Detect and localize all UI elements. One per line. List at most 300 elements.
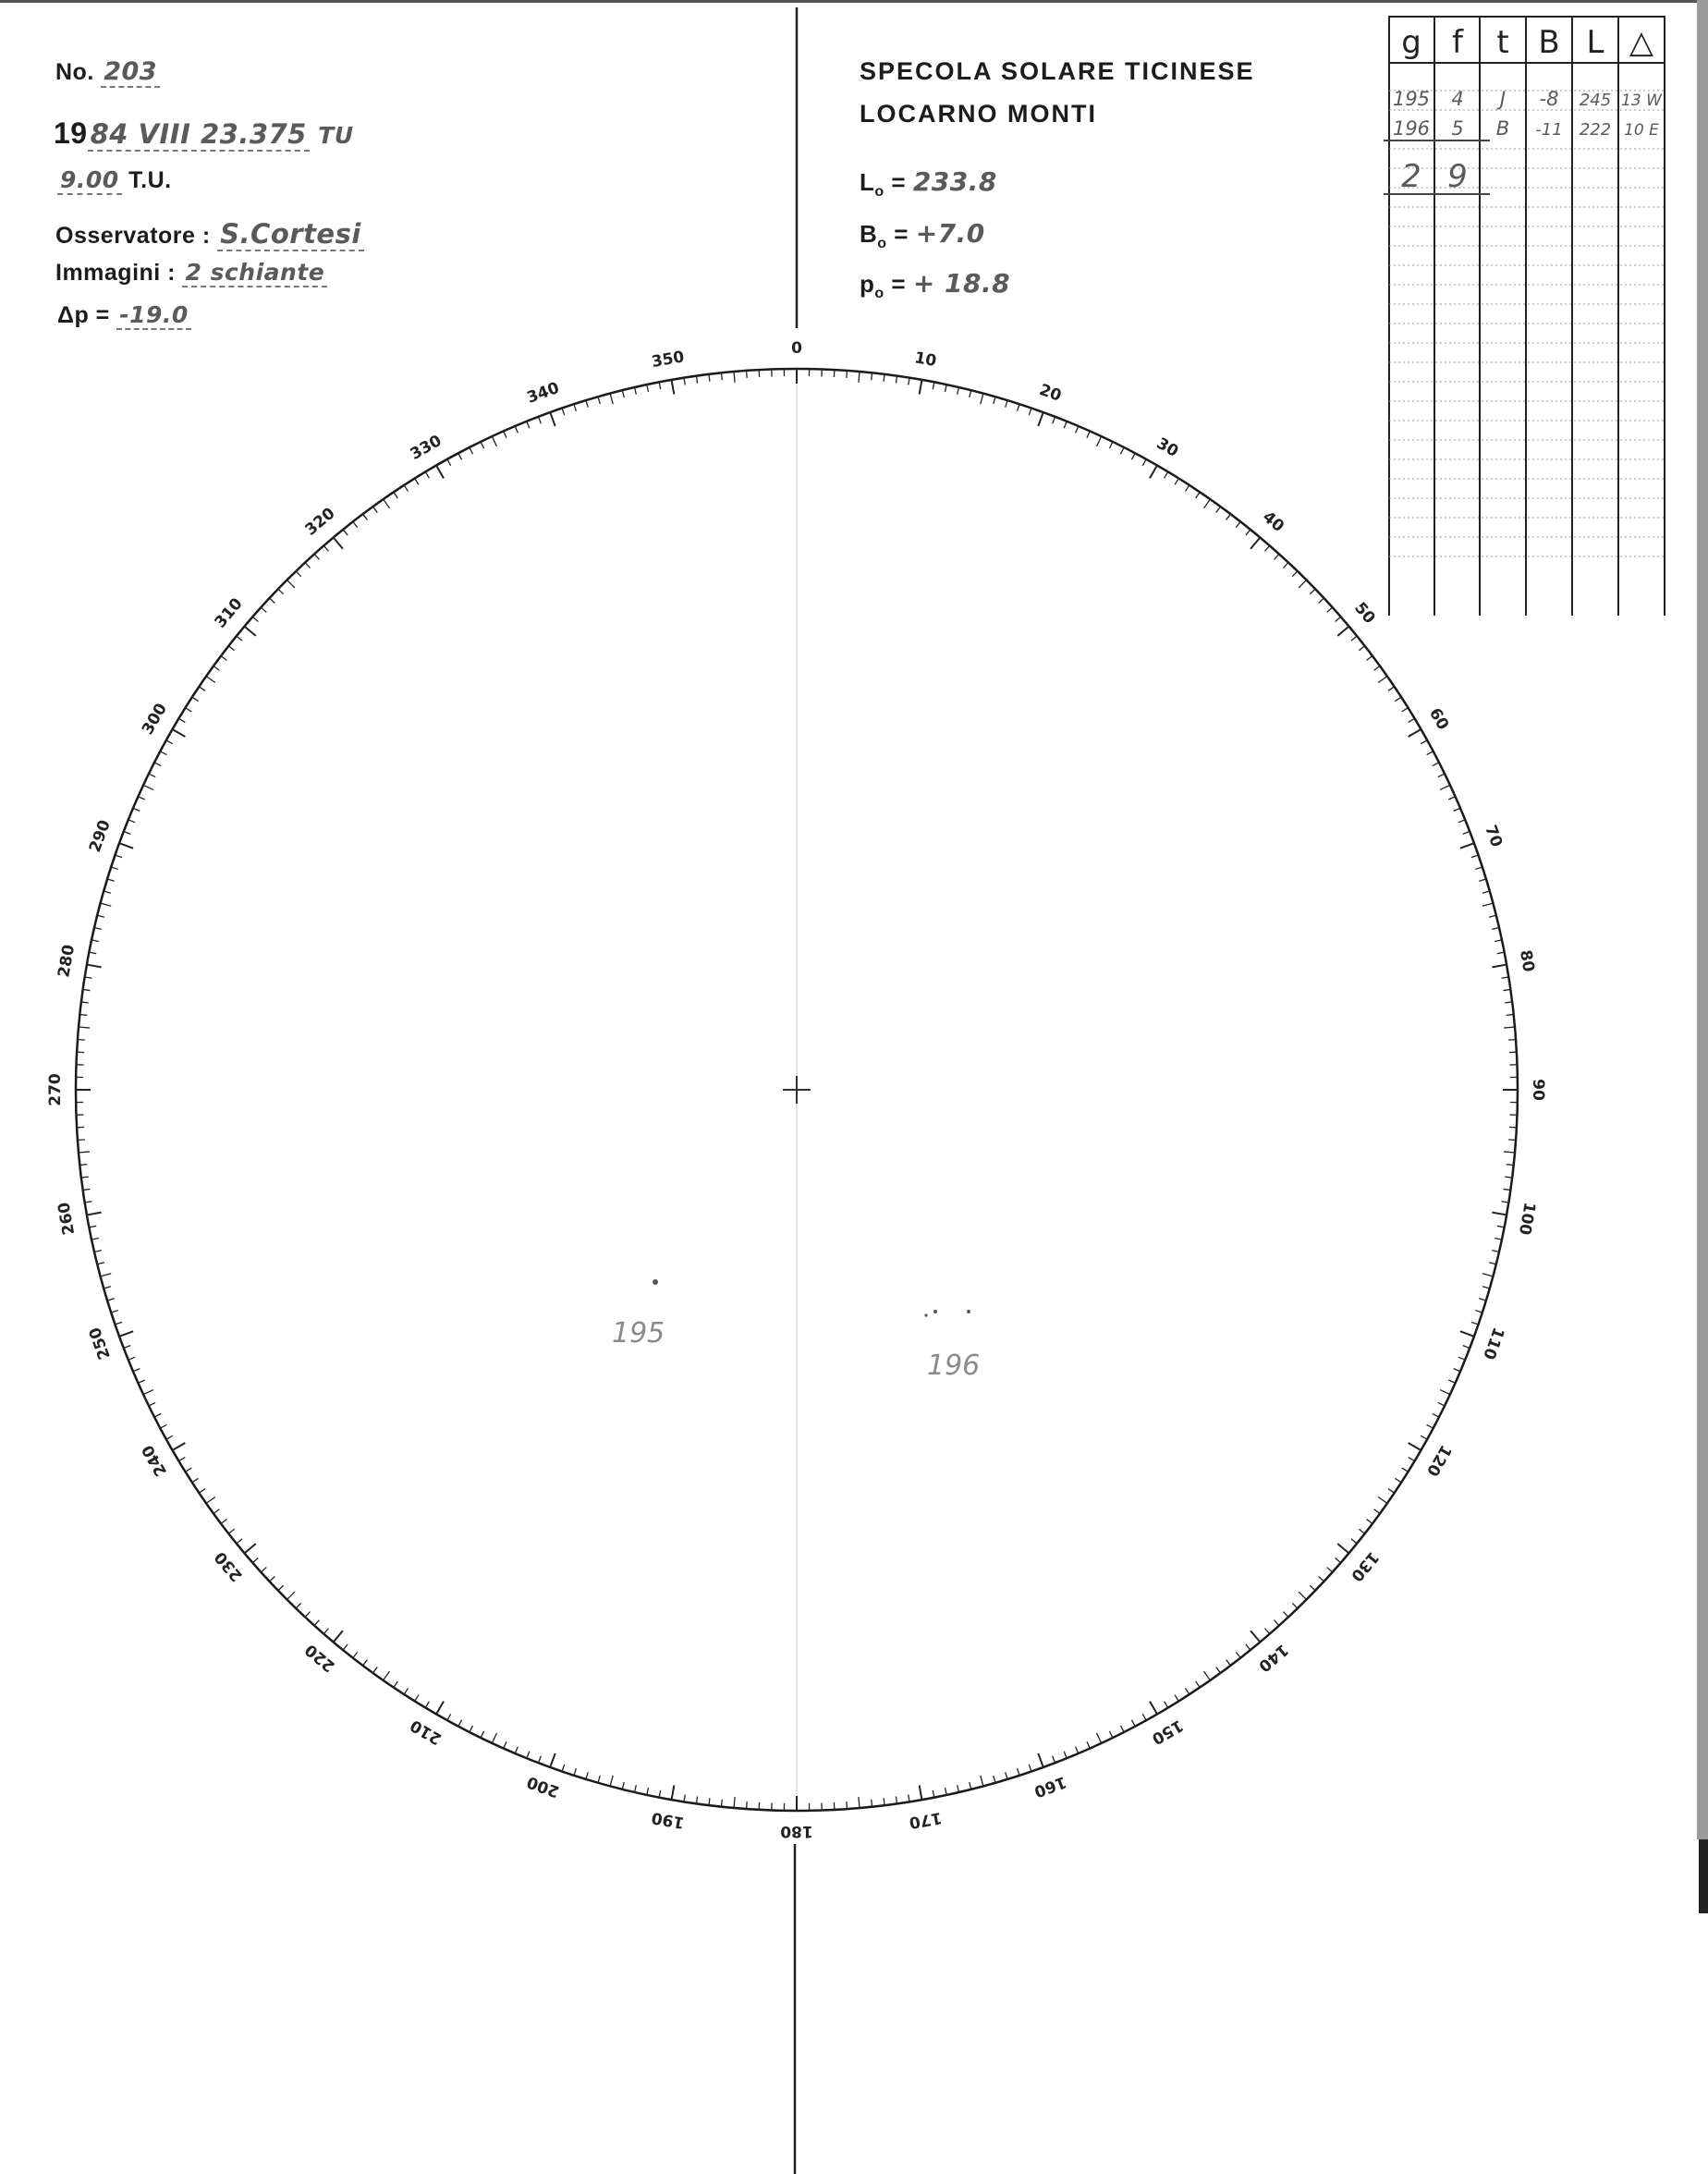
angle-tick: [314, 554, 319, 559]
table-cell: 195: [1392, 88, 1431, 110]
angle-tick: [334, 537, 343, 548]
angle-tick: [734, 1797, 735, 1808]
angle-tick: [1395, 697, 1401, 701]
angle-tick: [373, 507, 378, 512]
angle-label-280: 280: [55, 943, 79, 979]
angle-tick: [119, 1331, 133, 1336]
angle-label-350: 350: [650, 348, 686, 373]
table-cell: -11: [1535, 120, 1563, 140]
angle-tick: [896, 1796, 897, 1803]
angle-tick: [1246, 530, 1250, 535]
angle-tick: [1284, 563, 1288, 568]
angle-tick: [562, 1765, 565, 1772]
angle-tick: [1336, 617, 1341, 621]
angle-tick: [1507, 1014, 1514, 1015]
angle-tick: [492, 436, 496, 446]
angle-tick: [1246, 1644, 1250, 1650]
angle-tick: [1497, 1226, 1505, 1227]
table-header-t: t: [1496, 24, 1509, 61]
angle-tick: [81, 1002, 89, 1003]
angle-tick: [1336, 1557, 1341, 1562]
angle-tick: [647, 385, 649, 392]
table-cell: B: [1495, 117, 1510, 140]
angle-tick: [933, 1790, 934, 1798]
angle-tick: [1448, 797, 1455, 800]
angle-tick: [994, 397, 995, 404]
table-cell: 4: [1451, 88, 1464, 110]
angle-tick: [1087, 431, 1090, 437]
angle-tick: [104, 1287, 111, 1289]
angle-tick: [538, 417, 541, 423]
angle-tick: [1497, 952, 1505, 954]
angle-tick: [115, 855, 122, 858]
angle-tick: [221, 656, 226, 661]
angle-tick: [94, 928, 102, 930]
angle-tick: [550, 412, 555, 426]
angle-tick: [1226, 1660, 1231, 1666]
angle-tick: [574, 1768, 576, 1776]
angle-tick: [1165, 1702, 1168, 1708]
angle-tick: [425, 471, 429, 478]
angle-tick: [1409, 1458, 1415, 1461]
angle-tick: [296, 1603, 301, 1608]
angle-tick: [1299, 1592, 1306, 1599]
angle-tick: [334, 1630, 343, 1642]
angle-tick: [384, 1671, 390, 1680]
angle-tick: [1378, 1497, 1387, 1504]
angle-tick: [574, 404, 576, 411]
angle-label-240: 240: [138, 1441, 171, 1480]
observer-value: S.Cortesi: [217, 218, 364, 251]
angle-tick: [946, 385, 947, 392]
angle-tick: [1310, 1585, 1315, 1591]
angle-tick: [1275, 1620, 1279, 1626]
angle-tick: [404, 485, 408, 492]
angle-label-170: 170: [908, 1807, 944, 1832]
angle-tick: [425, 1702, 429, 1708]
angle-tick: [696, 1796, 697, 1803]
angle-tick: [470, 1726, 473, 1732]
angle-tick: [178, 718, 185, 722]
angle-label-330: 330: [407, 431, 445, 464]
angle-label-290: 290: [85, 817, 115, 855]
angle-tick: [252, 617, 258, 621]
angle-tick: [192, 1478, 199, 1482]
angle-tick: [1038, 412, 1043, 426]
angle-tick: [124, 1346, 130, 1349]
angle-tick: [481, 442, 484, 448]
angle-tick: [1165, 471, 1168, 478]
angle-label-90: 90: [1529, 1079, 1547, 1101]
angle-tick: [1460, 1331, 1474, 1336]
angle-tick: [115, 1322, 122, 1325]
angle-tick: [920, 380, 922, 395]
angle-tick: [199, 1489, 205, 1493]
angle-tick: [83, 989, 91, 990]
angle-tick: [1216, 507, 1221, 512]
angle-tick: [970, 1782, 971, 1789]
angle-tick: [1427, 1424, 1434, 1428]
date-value: 84 VIII 23.375: [88, 118, 310, 152]
angle-tick: [160, 1424, 166, 1428]
angle-tick: [133, 1369, 140, 1372]
angle-tick: [124, 831, 130, 834]
angle-tick: [1402, 1468, 1409, 1472]
angle-tick: [1327, 607, 1333, 612]
angle-tick: [1479, 879, 1486, 881]
table-total-g: 2: [1401, 158, 1421, 195]
angle-tick: [981, 394, 983, 405]
angle-tick: [1097, 436, 1102, 446]
angle-tick: [79, 1027, 90, 1028]
angle-tick: [89, 952, 96, 954]
angle-tick: [1351, 1539, 1357, 1544]
observer-label: Osservatore :: [55, 223, 211, 249]
spot-group-196: [924, 1310, 980, 1382]
L0-subscript: o: [874, 184, 884, 201]
angle-tick: [933, 382, 934, 389]
angle-tick: [1226, 514, 1231, 519]
angle-tick: [101, 1274, 112, 1276]
angle-tick: [1319, 1577, 1324, 1582]
time-unit: T.U.: [128, 167, 172, 193]
table-cell: J: [1499, 88, 1507, 110]
angle-tick: [1367, 656, 1372, 661]
angle-tick: [1142, 1714, 1146, 1720]
angle-tick: [981, 1776, 983, 1787]
angle-tick: [394, 492, 397, 498]
table-total-f: 9: [1447, 158, 1468, 195]
angle-tick: [278, 1585, 284, 1591]
angle-tick: [1479, 1299, 1486, 1301]
angle-tick: [747, 371, 748, 378]
angle-tick: [1438, 774, 1445, 777]
time-value: 9.00: [57, 166, 122, 195]
angle-tick: [504, 431, 506, 437]
angle-tick: [1292, 571, 1298, 577]
angle-tick: [458, 1720, 462, 1727]
angle-tick: [1109, 442, 1113, 448]
L0-label: L: [860, 168, 875, 196]
angle-tick: [1409, 1443, 1421, 1450]
angle-tick: [1109, 1731, 1113, 1738]
angle-tick: [1482, 1287, 1490, 1289]
angle-label-140: 140: [1254, 1640, 1292, 1676]
date-prefix: 19: [54, 116, 88, 150]
angle-tick: [1053, 1756, 1055, 1763]
angle-tick: [1374, 1509, 1380, 1514]
angle-label-20: 20: [1036, 380, 1064, 406]
angle-tick: [1076, 1747, 1079, 1753]
angle-tick: [1006, 400, 1007, 408]
angle-tick: [1264, 1629, 1269, 1634]
angle-tick: [1337, 1544, 1348, 1553]
angle-tick: [1351, 636, 1357, 641]
angle-tick: [1454, 1369, 1460, 1372]
angle-tick: [622, 390, 624, 397]
angle-tick: [1175, 479, 1178, 485]
angle-tick: [1029, 1765, 1031, 1772]
angle-tick: [296, 571, 301, 577]
delta-p-value: -19.0: [116, 301, 191, 330]
angle-tick: [1064, 1752, 1067, 1758]
angle-tick: [228, 1529, 234, 1533]
angle-tick: [1395, 1478, 1401, 1482]
angle-label-210: 210: [407, 1716, 445, 1749]
angle-tick: [214, 1509, 219, 1514]
angle-tick: [1402, 708, 1409, 712]
table-header-delta: △: [1629, 24, 1654, 61]
angle-label-150: 150: [1148, 1716, 1187, 1749]
angle-tick: [1327, 1568, 1333, 1572]
angle-tick: [647, 1788, 649, 1795]
angle-label-30: 30: [1153, 434, 1182, 462]
angle-tick: [79, 1165, 87, 1166]
angle-tick: [1504, 1152, 1515, 1153]
angle-tick: [87, 1213, 102, 1215]
angle-tick: [1454, 808, 1460, 811]
angle-tick: [436, 466, 444, 479]
angle-tick: [1150, 466, 1157, 479]
angle-tick: [1494, 940, 1502, 942]
angle-tick: [1204, 1671, 1211, 1680]
angle-tick: [1482, 891, 1490, 893]
spot-group-196-label: 196: [927, 1350, 981, 1382]
angle-tick: [166, 740, 173, 744]
angle-tick: [1507, 1165, 1514, 1166]
angle-label-70: 70: [1481, 823, 1507, 850]
angle-tick: [1250, 537, 1260, 548]
angle-tick: [1482, 903, 1494, 906]
angle-label-40: 40: [1259, 507, 1288, 536]
angle-tick: [1310, 589, 1315, 594]
angle-tick: [1501, 977, 1508, 978]
angle-label-190: 190: [650, 1807, 686, 1832]
angle-tick: [353, 521, 358, 527]
angle-tick: [1076, 426, 1079, 433]
angle-tick: [1501, 1202, 1508, 1203]
observatory-name: SPECOLA SOLARE TICINESE: [860, 57, 1255, 85]
angle-tick: [1409, 729, 1421, 737]
angle-tick: [221, 1520, 226, 1524]
angle-tick: [1204, 499, 1211, 508]
angle-tick: [946, 1788, 947, 1795]
angle-tick: [270, 598, 275, 603]
angle-tick: [104, 891, 111, 893]
angle-label-100: 100: [1514, 1201, 1539, 1237]
angle-tick: [173, 729, 186, 737]
angle-tick: [1421, 1435, 1427, 1439]
images-label: Immagini :: [55, 260, 177, 286]
angle-tick: [709, 1798, 710, 1805]
angle-tick: [85, 1202, 92, 1203]
angle-tick: [97, 915, 104, 917]
angle-tick: [1006, 1772, 1007, 1779]
angle-tick: [635, 387, 637, 395]
angle-tick: [1427, 751, 1434, 755]
angle-tick: [1359, 1529, 1364, 1533]
angle-tick: [1458, 1357, 1465, 1360]
angle-tick: [1175, 1695, 1178, 1702]
angle-tick: [138, 1380, 144, 1383]
angle-tick: [920, 1785, 922, 1800]
angle-tick: [343, 1644, 348, 1650]
angle-tick: [1421, 740, 1427, 744]
angle-tick: [1482, 1274, 1494, 1276]
angle-tick: [481, 1731, 484, 1738]
angle-tick: [747, 1801, 748, 1809]
angle-tick: [436, 1702, 444, 1715]
observatory-location: LOCARNO MONTI: [860, 100, 1097, 128]
angle-tick: [1299, 580, 1306, 587]
angle-tick: [684, 378, 685, 385]
angle-tick: [270, 1577, 275, 1582]
angle-tick: [1440, 785, 1450, 789]
angle-tick: [1489, 1263, 1496, 1264]
angle-label-320: 320: [301, 504, 339, 540]
table-cell: 5: [1451, 117, 1464, 140]
angle-tick: [94, 1251, 102, 1252]
angle-tick: [1064, 421, 1067, 428]
angle-tick: [173, 1443, 186, 1450]
angle-tick: [598, 1776, 600, 1783]
angle-tick: [237, 636, 242, 641]
spot-196-c: [967, 1310, 970, 1313]
angle-tick: [672, 1785, 675, 1800]
angle-tick: [447, 459, 451, 466]
angle-tick: [119, 843, 133, 848]
angle-tick: [1319, 598, 1324, 603]
angle-tick: [1494, 1239, 1502, 1240]
angle-tick: [1292, 1603, 1298, 1608]
angle-tick: [1216, 1667, 1221, 1673]
angle-tick: [1460, 843, 1474, 848]
angle-tick: [527, 421, 530, 428]
table-cell: -8: [1539, 88, 1559, 110]
angle-tick: [384, 499, 390, 508]
angle-label-230: 230: [211, 1547, 247, 1585]
angle-tick: [287, 580, 294, 587]
angle-tick: [252, 1557, 258, 1562]
angle-tick: [79, 1014, 87, 1015]
angle-tick: [1471, 855, 1479, 858]
angle-tick: [1492, 965, 1507, 968]
angle-tick: [87, 965, 102, 968]
angle-tick: [672, 380, 675, 395]
angle-label-50: 50: [1350, 598, 1379, 628]
angle-label-0: 0: [791, 339, 802, 358]
spot-group-195: [612, 1279, 665, 1350]
angle-tick: [143, 785, 153, 789]
angle-tick: [1097, 1733, 1102, 1743]
angle-tick: [1463, 831, 1470, 834]
angle-tick: [1448, 1380, 1455, 1383]
angle-tick: [1250, 1630, 1260, 1642]
number-label: No.: [55, 59, 94, 85]
angle-tick: [610, 394, 613, 405]
angle-tick: [1367, 1520, 1372, 1524]
angle-tick: [1503, 989, 1510, 990]
angle-tick: [1284, 1612, 1288, 1618]
spot-195-a: [653, 1279, 658, 1285]
angle-label-340: 340: [524, 378, 562, 408]
angle-tick: [89, 1226, 96, 1227]
p0-equals: =: [891, 270, 907, 298]
angle-tick: [1475, 867, 1482, 869]
angle-tick: [1185, 1688, 1189, 1694]
angle-tick: [1438, 1402, 1445, 1406]
angle-tick: [586, 400, 588, 408]
angle-tick: [214, 666, 219, 671]
angle-tick: [610, 1776, 613, 1787]
angle-tick: [1489, 915, 1496, 917]
angle-tick: [287, 1592, 294, 1599]
angle-tick: [1463, 1346, 1470, 1349]
angle-tick: [78, 1040, 85, 1041]
angle-tick: [622, 1782, 624, 1789]
angle-tick: [1359, 646, 1364, 651]
angle-tick: [1053, 417, 1055, 423]
angle-tick: [343, 530, 348, 535]
table-cell: 13 W: [1621, 92, 1662, 110]
angle-tick: [1196, 1681, 1200, 1688]
B0-label: B: [860, 220, 878, 248]
angle-tick: [92, 1239, 99, 1240]
angle-tick: [154, 763, 161, 766]
p0-value: + 18.8: [912, 268, 1011, 299]
angle-tick: [659, 1790, 661, 1798]
angle-label-180: 180: [780, 1822, 813, 1840]
angle-tick: [994, 1776, 995, 1783]
angle-tick: [586, 1772, 588, 1779]
angle-tick: [1504, 1027, 1515, 1028]
angle-tick: [404, 1688, 408, 1694]
angle-tick: [684, 1794, 685, 1801]
L0-equals: =: [891, 168, 907, 196]
angle-tick: [1503, 1189, 1510, 1190]
angle-tick: [1508, 1040, 1516, 1041]
angle-tick: [83, 1189, 91, 1190]
angle-tick: [847, 1801, 848, 1809]
angle-label-300: 300: [138, 700, 171, 739]
angle-tick: [958, 387, 959, 395]
angle-tick: [1236, 1652, 1240, 1657]
angle-tick: [635, 1785, 637, 1792]
spot-group-195-label: 195: [612, 1317, 665, 1350]
angle-tick: [1275, 554, 1279, 559]
angle-tick: [199, 687, 205, 690]
angle-tick: [504, 1741, 506, 1748]
angle-tick: [192, 697, 199, 701]
angle-tick: [562, 408, 565, 415]
group-table: [1384, 17, 1665, 616]
angle-tick: [859, 372, 860, 383]
angle-tick: [1458, 820, 1465, 823]
angle-tick: [261, 607, 266, 612]
angle-tick: [149, 1402, 155, 1406]
angle-label-120: 120: [1422, 1441, 1456, 1480]
angle-tick: [160, 751, 166, 755]
angle-tick: [538, 1756, 541, 1763]
table-header-f: f: [1452, 24, 1463, 61]
angle-tick: [1508, 1140, 1516, 1141]
angle-tick: [1264, 545, 1269, 551]
angle-tick: [1038, 1753, 1043, 1767]
angle-label-200: 200: [524, 1772, 562, 1801]
angle-tick: [721, 1800, 722, 1807]
angle-tick: [353, 1652, 358, 1657]
table-cell: 196: [1392, 117, 1431, 140]
